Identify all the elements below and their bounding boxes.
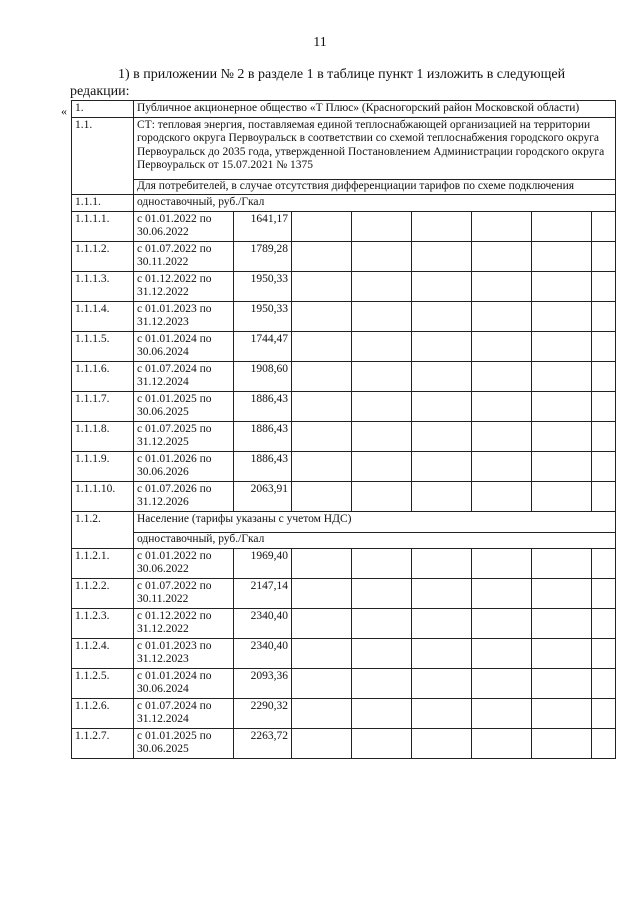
tariff-row — [72, 668, 616, 698]
period-cell: с 01.07.2025 по 31.12.2025 — [134, 421, 234, 451]
period-cell: с 01.01.2024 по 30.06.2024 — [134, 668, 234, 698]
row-number: 1.1.2.6. — [72, 698, 134, 728]
period-cell: с 01.01.2025 по 30.06.2025 — [134, 728, 234, 758]
empty-cell — [532, 421, 592, 451]
empty-cell — [472, 211, 532, 241]
tariff-value-cell: 2147,14 — [234, 578, 292, 608]
empty-cell — [472, 421, 532, 451]
period-cell: с 01.07.2022 по 30.11.2022 — [134, 578, 234, 608]
tariff-row — [72, 548, 616, 578]
empty-cell — [412, 451, 472, 481]
tariff-value-cell: 1969,40 — [234, 548, 292, 578]
tariff-row — [72, 578, 616, 608]
empty-cell — [592, 361, 616, 391]
empty-cell — [592, 421, 616, 451]
tariff-row — [72, 638, 616, 668]
tariff-value-cell: 1950,33 — [234, 271, 292, 301]
period-cell: с 01.01.2024 по 30.06.2024 — [134, 331, 234, 361]
opening-quote-mark: « — [61, 104, 67, 118]
empty-cell — [352, 271, 412, 301]
empty-cell — [592, 668, 616, 698]
period-cell: с 01.07.2026 по 31.12.2026 — [134, 481, 234, 511]
tariff-value-cell: 1886,43 — [234, 421, 292, 451]
intro-line-2: редакции: — [70, 84, 130, 99]
empty-cell — [532, 331, 592, 361]
empty-cell — [472, 481, 532, 511]
row-description — [134, 101, 616, 118]
empty-cell — [412, 578, 472, 608]
tariff-row — [72, 331, 616, 361]
empty-cell — [532, 548, 592, 578]
tariff-value-cell: 1886,43 — [234, 451, 292, 481]
row-number: 1.1.2.7. — [72, 728, 134, 758]
tariff-value-cell: 2063,91 — [234, 481, 292, 511]
empty-cell — [532, 241, 592, 271]
empty-cell — [412, 301, 472, 331]
tariff-row — [72, 451, 616, 481]
intro-line-1: 1) в приложении № 2 в разделе 1 в таблице пункт 1 изложить в следующей — [118, 67, 566, 82]
empty-cell — [592, 451, 616, 481]
description-text: Население (тарифы указаны с учетом НДС) — [137, 512, 352, 525]
empty-cell — [292, 608, 352, 638]
empty-cell — [352, 728, 412, 758]
empty-cell — [472, 301, 532, 331]
row-number: 1.1.1.4. — [72, 301, 134, 331]
empty-cell — [352, 578, 412, 608]
page-number: 11 — [313, 35, 327, 50]
empty-cell — [292, 421, 352, 451]
empty-cell — [292, 728, 352, 758]
tariff-table — [71, 100, 616, 759]
empty-cell — [532, 698, 592, 728]
row-number: 1.1.2.3. — [72, 608, 134, 638]
tariff-row — [72, 241, 616, 271]
empty-cell — [352, 548, 412, 578]
empty-cell — [352, 211, 412, 241]
tariff-value-cell: 1789,28 — [234, 241, 292, 271]
empty-cell — [592, 331, 616, 361]
empty-cell — [532, 361, 592, 391]
description-subtext: Для потребителей, в случае отсутствия дифференциации тарифов по схеме подключения — [134, 179, 615, 194]
tariff-value-cell: 1908,60 — [234, 361, 292, 391]
empty-cell — [472, 451, 532, 481]
tariff-row — [72, 301, 616, 331]
period-cell: с 01.01.2023 по 31.12.2023 — [134, 638, 234, 668]
empty-cell — [352, 668, 412, 698]
empty-cell — [472, 578, 532, 608]
header-row — [72, 101, 616, 118]
empty-cell — [592, 608, 616, 638]
empty-cell — [412, 361, 472, 391]
empty-cell — [532, 728, 592, 758]
empty-cell — [352, 608, 412, 638]
empty-cell — [412, 391, 472, 421]
empty-cell — [472, 271, 532, 301]
tariff-row — [72, 481, 616, 511]
empty-cell — [292, 241, 352, 271]
description-text: СТ: тепловая энергия, поставляемая единой теплоснабжающей организацией на территории городского округа Первоуральск в соответствии со схемой теплоснабжения городского округа Первоуральск до 2035 года, утвержденной Постановлением Администрации городского округа Первоуральск от 15.07.2021 № 1375 — [137, 118, 605, 171]
empty-cell — [472, 638, 532, 668]
tariff-value-cell: 1950,33 — [234, 301, 292, 331]
row-number: 1.1.1.2. — [72, 241, 134, 271]
tariff-row — [72, 211, 616, 241]
empty-cell — [592, 638, 616, 668]
empty-cell — [412, 211, 472, 241]
empty-cell — [292, 211, 352, 241]
period-cell: с 01.07.2022 по 30.11.2022 — [134, 241, 234, 271]
empty-cell — [292, 548, 352, 578]
tariff-row — [72, 608, 616, 638]
empty-cell — [532, 638, 592, 668]
empty-cell — [532, 608, 592, 638]
tariff-row — [72, 698, 616, 728]
empty-cell — [412, 608, 472, 638]
row-number: 1.1.2.1. — [72, 548, 134, 578]
empty-cell — [292, 391, 352, 421]
empty-cell — [292, 481, 352, 511]
empty-cell — [592, 698, 616, 728]
tariff-table-body — [72, 101, 616, 759]
empty-cell — [592, 728, 616, 758]
row-description — [134, 511, 616, 548]
empty-cell — [352, 638, 412, 668]
empty-cell — [532, 301, 592, 331]
empty-cell — [412, 668, 472, 698]
tariff-value-cell: 1886,43 — [234, 391, 292, 421]
empty-cell — [472, 241, 532, 271]
empty-cell — [592, 481, 616, 511]
row-number: 1.1.1.5. — [72, 331, 134, 361]
row-number: 1.1. — [72, 117, 134, 195]
period-cell: с 01.01.2025 по 30.06.2025 — [134, 391, 234, 421]
row-number: 1.1.1.8. — [72, 421, 134, 451]
empty-cell — [352, 451, 412, 481]
empty-cell — [352, 301, 412, 331]
period-cell: с 01.01.2026 по 30.06.2026 — [134, 451, 234, 481]
row-number: 1.1.1.1. — [72, 211, 134, 241]
intro-paragraph — [70, 66, 614, 100]
empty-cell — [412, 271, 472, 301]
period-cell: с 01.07.2024 по 31.12.2024 — [134, 698, 234, 728]
tariff-row — [72, 361, 616, 391]
empty-cell — [532, 391, 592, 421]
row-number: 1.1.1.10. — [72, 481, 134, 511]
empty-cell — [352, 481, 412, 511]
row-number: 1.1.1. — [72, 195, 134, 212]
empty-cell — [292, 451, 352, 481]
tariff-value-cell: 2340,40 — [234, 638, 292, 668]
empty-cell — [472, 668, 532, 698]
empty-cell — [292, 668, 352, 698]
empty-cell — [532, 211, 592, 241]
tariff-value-cell: 1641,17 — [234, 211, 292, 241]
empty-cell — [592, 301, 616, 331]
period-cell: с 01.01.2022 по 30.06.2022 — [134, 548, 234, 578]
empty-cell — [412, 728, 472, 758]
period-cell: с 01.12.2022 по 31.12.2022 — [134, 271, 234, 301]
empty-cell — [592, 241, 616, 271]
empty-cell — [352, 241, 412, 271]
empty-cell — [592, 548, 616, 578]
empty-cell — [592, 211, 616, 241]
empty-cell — [352, 331, 412, 361]
row-number: 1.1.2.5. — [72, 668, 134, 698]
row-description — [134, 195, 616, 212]
tariff-value-cell: 2263,72 — [234, 728, 292, 758]
empty-cell — [472, 728, 532, 758]
empty-cell — [472, 548, 532, 578]
empty-cell — [292, 361, 352, 391]
empty-cell — [592, 271, 616, 301]
empty-cell — [412, 548, 472, 578]
row-description — [134, 117, 616, 195]
empty-cell — [292, 331, 352, 361]
description-text: одноставочный, руб./Гкал — [137, 196, 265, 208]
row-number: 1.1.2.4. — [72, 638, 134, 668]
empty-cell — [352, 391, 412, 421]
empty-cell — [532, 271, 592, 301]
tariff-row — [72, 421, 616, 451]
empty-cell — [472, 608, 532, 638]
empty-cell — [292, 301, 352, 331]
empty-cell — [532, 451, 592, 481]
row-number: 1.1.1.6. — [72, 361, 134, 391]
period-cell: с 01.12.2022 по 31.12.2022 — [134, 608, 234, 638]
row-number: 1.1.2.2. — [72, 578, 134, 608]
tariff-value-cell: 1744,47 — [234, 331, 292, 361]
empty-cell — [412, 421, 472, 451]
row-number: 1. — [72, 101, 134, 118]
header-row — [72, 195, 616, 212]
tariff-row — [72, 391, 616, 421]
empty-cell — [532, 481, 592, 511]
tariff-value-cell: 2290,32 — [234, 698, 292, 728]
empty-cell — [592, 391, 616, 421]
empty-cell — [352, 421, 412, 451]
empty-cell — [412, 241, 472, 271]
empty-cell — [292, 578, 352, 608]
period-cell: с 01.01.2023 по 31.12.2023 — [134, 301, 234, 331]
tariff-row — [72, 271, 616, 301]
description-text: Публичное акционерное общество «Т Плюс» (Красногорский район Московской области) — [137, 102, 580, 114]
period-cell: с 01.01.2022 по 30.06.2022 — [134, 211, 234, 241]
row-number: 1.1.1.7. — [72, 391, 134, 421]
empty-cell — [532, 578, 592, 608]
empty-cell — [472, 331, 532, 361]
row-number: 1.1.1.9. — [72, 451, 134, 481]
empty-cell — [532, 668, 592, 698]
period-cell: с 01.07.2024 по 31.12.2024 — [134, 361, 234, 391]
empty-cell — [412, 638, 472, 668]
header-row — [72, 117, 616, 195]
empty-cell — [352, 698, 412, 728]
empty-cell — [292, 638, 352, 668]
row-number: 1.1.1.3. — [72, 271, 134, 301]
empty-cell — [472, 391, 532, 421]
empty-cell — [412, 481, 472, 511]
row-number: 1.1.2. — [72, 511, 134, 548]
tariff-row — [72, 728, 616, 758]
empty-cell — [292, 698, 352, 728]
empty-cell — [472, 361, 532, 391]
tariff-value-cell: 2093,36 — [234, 668, 292, 698]
tariff-value-cell: 2340,40 — [234, 608, 292, 638]
empty-cell — [472, 698, 532, 728]
empty-cell — [412, 331, 472, 361]
empty-cell — [592, 578, 616, 608]
empty-cell — [352, 361, 412, 391]
empty-cell — [292, 271, 352, 301]
empty-cell — [412, 698, 472, 728]
description-subtext: одноставочный, руб./Гкал — [134, 532, 615, 547]
group-header-row — [72, 511, 616, 548]
